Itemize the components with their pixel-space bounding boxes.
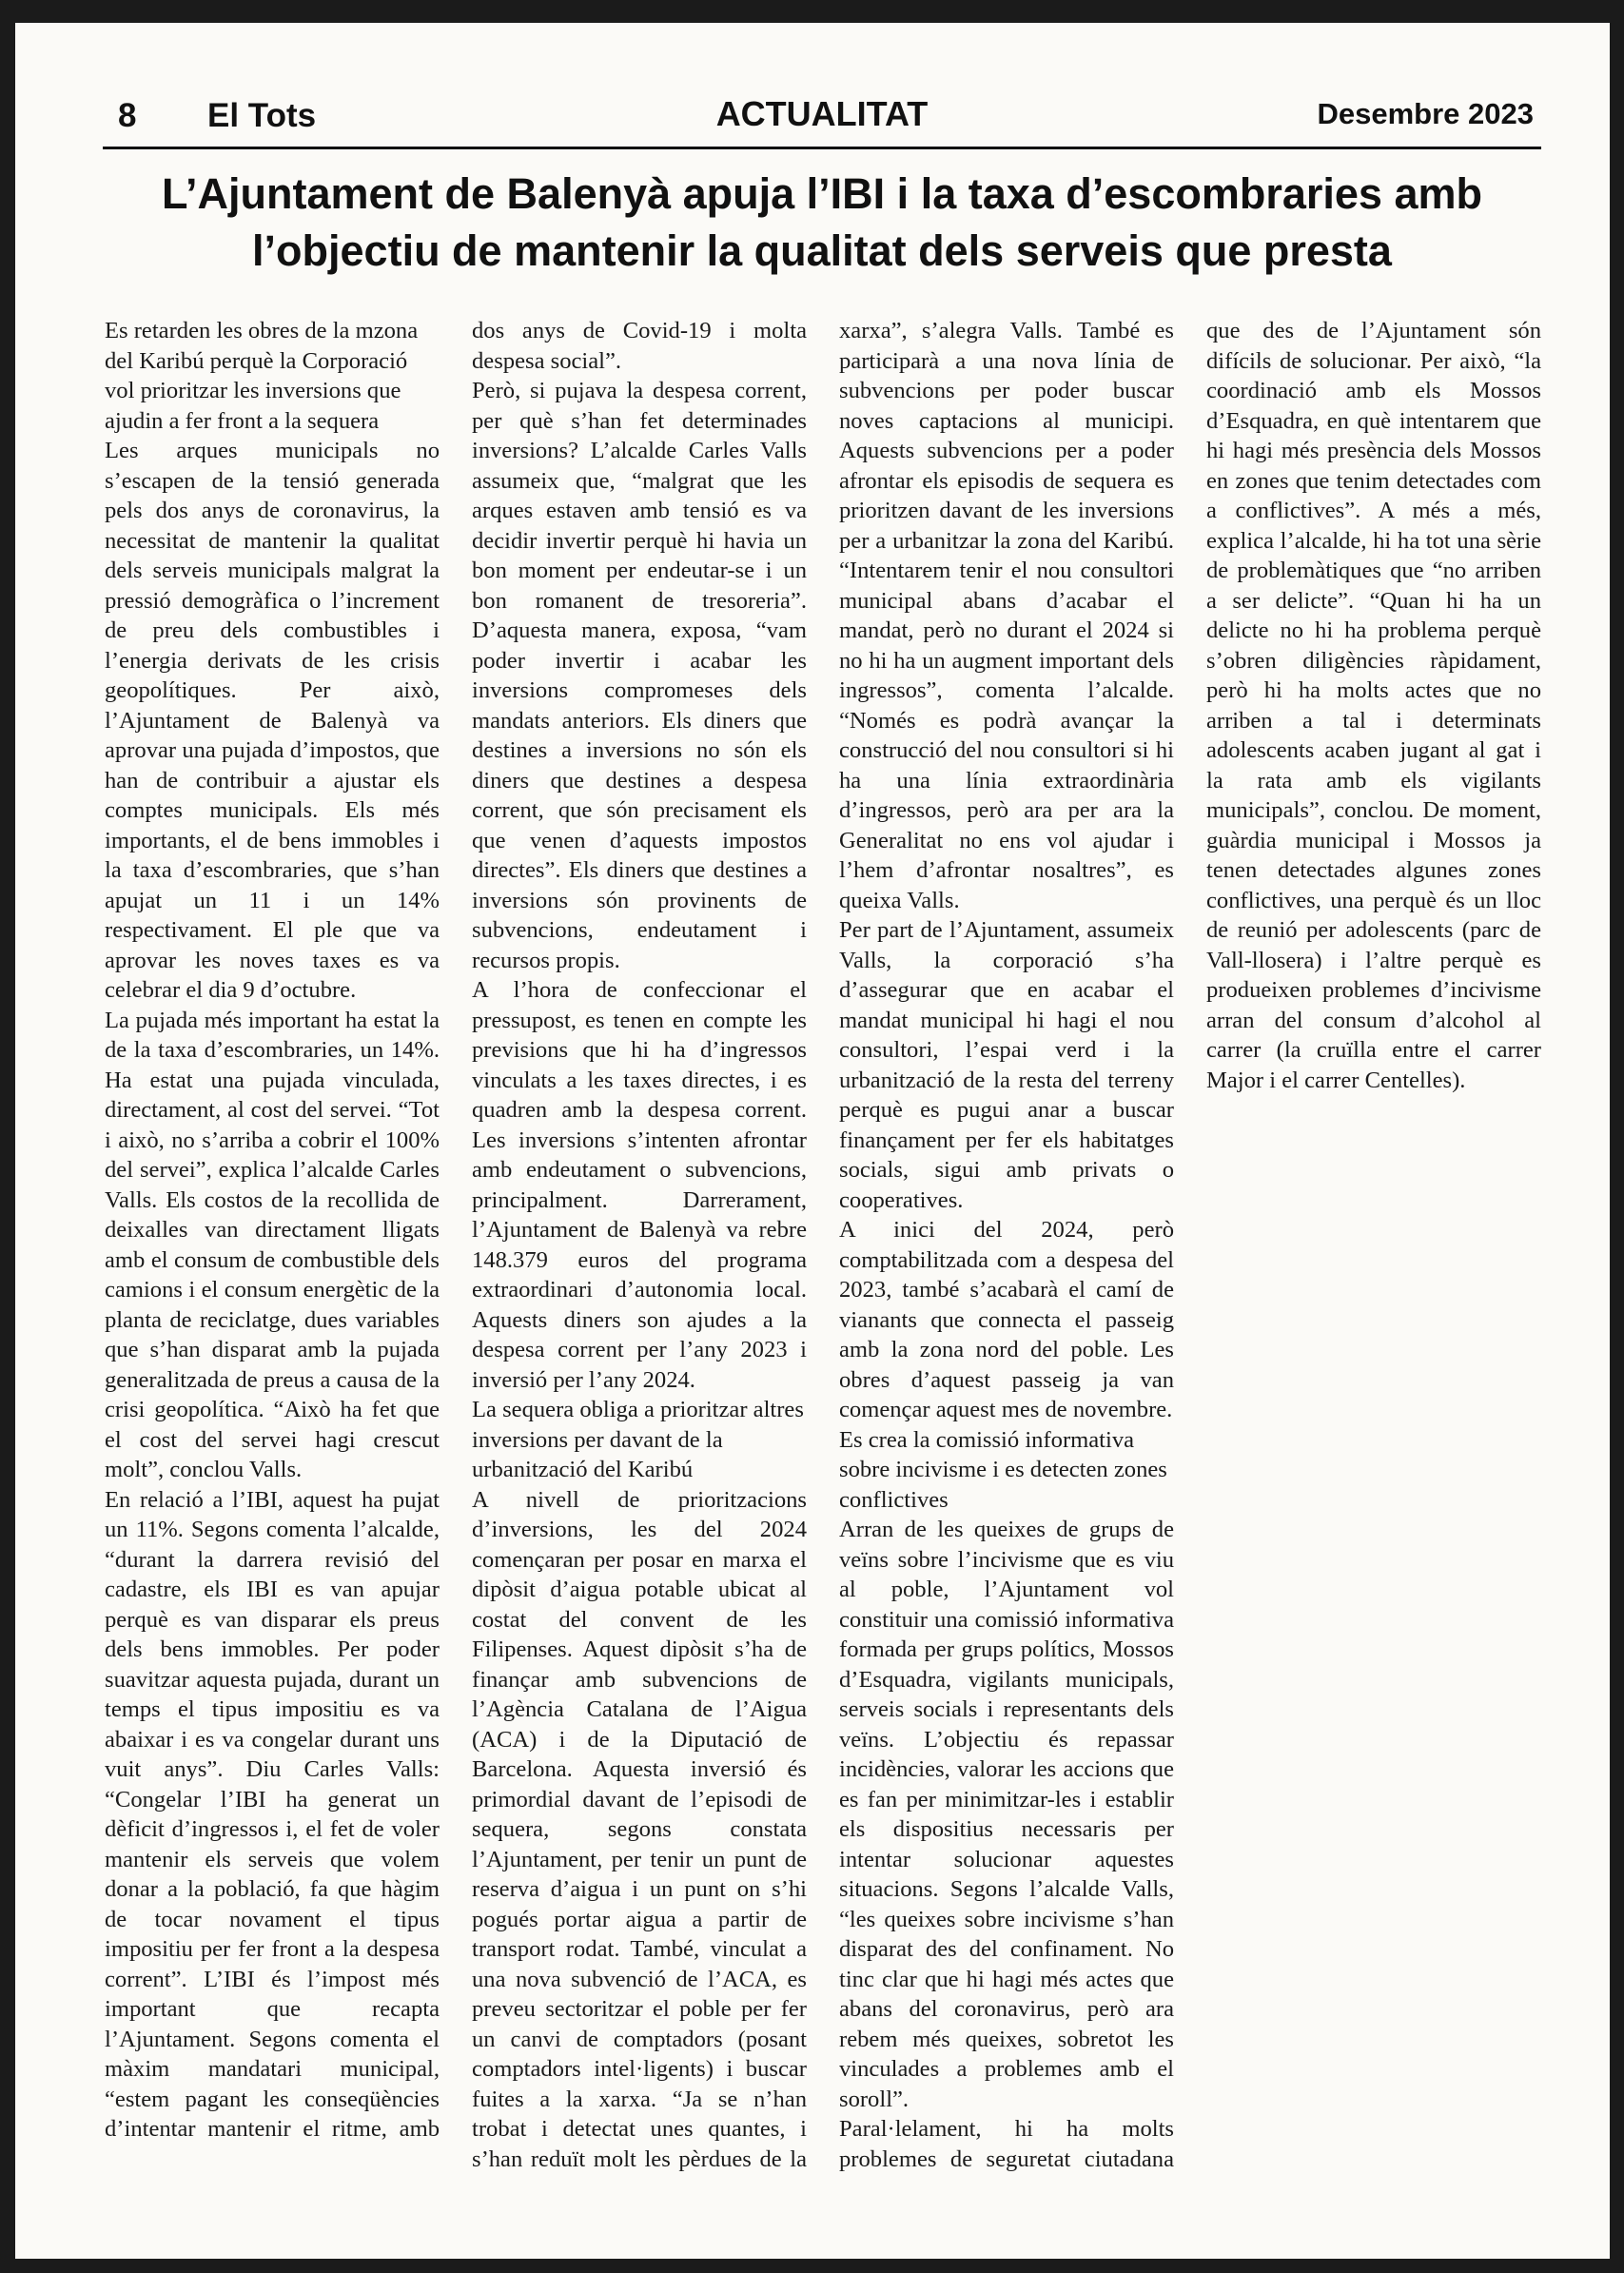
article-paragraph: En relació a l’IBI, aquest ha pujat un 11%. Segons comenta l’alcalde, “durant la darrera revisió del cadastre, els IBI es van apujar perquè es van disparar els preus dels bens immobles. Per poder suavitzar aquesta pujada, durant un temps el tipus impositiu es va abaixar i es va congelar durant uns vuit anys”. Diu Carles Valls: “Congelar l’IBI ha generat un dèficit d’ingressos i, el fet de voler mantenir els serveis que volem donar a la població, fa que hàgim de tocar novament el tipus impositiu per fer front a la despesa corrent”. L’IBI és l’impost més important que recapta l’Ajuntament. Segons comenta el màxim mandatari municipal, “estem pagant les conseqüències d’intentar mantenir el ritme, amb dos anys de Covid-19 i molta despesa social”. <box>105 318 807 2142</box>
article-paragraph: A nivell de prioritzacions d’inversions, les del 2024 començaran per posar en marxa el dipòsit d’aigua potable ubicat al costat del convent de les Filipenses. Aquest dipòsit s’ha de finançar amb subvencions de l’Agència Catalana de l’Aigua (ACA) i de la Diputació de Barcelona. Aquesta inversió és primordial davant de l’episodi de sequera, segons constata l’Ajuntament, per tenir un punt de reserva d’aigua i un punt on s’hi pogués portar aigua a partir de transport rodat. També, vinculat a una nova subvenció de l’ACA, es preveu sectoritzar el poble per fer un canvi de comptadors (posant comptadors intel·ligents) i buscar fuites a la xarxa. “Ja se n’han trobat i detectat unes quantes, i s’han reduït molt les pèrdues de la xarxa”, s’alegra Valls. També es participarà a una nova línia de subvencions per poder buscar noves captacions al municipi. Aquests subvencions per a poder afrontar els episodis de sequera es prioritzen davant de les inversions per a urbanitzar la zona del Karibú. “Intentarem tenir el nou consultori municipal abans d’acabar el mandat, però no durant el 2024 si no hi ha un augment important dels ingressos”, comenta l’alcalde. “Només es podrà avançar la construcció del nou consultori si hi ha una línia extraordinària d’ingressos, però ara per ara la Generalitat no ens vol ajudar i l’hem d’afrontar nosaltres”, es queixa Valls. <box>472 318 1174 2172</box>
article-paragraph: Arran de les queixes de grups de veïns sobre l’incivisme que es viu al poble, l’Ajuntament vol constituir una comissió informativa formada per grups polítics, Mossos d’Esquadra, vigilants municipals, serveis socials i representants dels veïns. L’objectiu és repassar incidències, valorar les accions que es fan per minimitzar-les i establir els dispositius necessaris per intentar solucionar aquestes situacions. Segons l’alcalde Valls, “les queixes sobre incivisme s’han disparat des del confinament. No tinc clar que hi hagi més actes que abans del coronavirus, però ara rebem més queixes, sobretot les vinculades a problemes amb el soroll”. <box>839 1517 1174 2112</box>
newspaper-page <box>15 23 1610 2259</box>
section-title: ACTUALITAT <box>715 94 929 133</box>
article-body <box>105 316 1541 2192</box>
article-paragraph: Però, si pujava la despesa corrent, per què s’han fet determinades inversions? L’alcalde Carles Valls assumeix que, “malgrat que les arques estaven amb tensió es va decidir invertir perquè hi havia un bon moment per endeutar-se i un bon romanent de tresoreria”. D’aquesta manera, exposa, “vam poder invertir i acabar les inversions compromeses dels mandats anteriors. Els diners que destines a inversions no són els diners que destines a despesa corrent, que són precisament els que venen d’aquests impostos directes”. Els diners que destines a inversions són provinents de subvencions, endeutament i recursos propis. <box>472 378 807 973</box>
article-paragraph: La pujada més important ha estat la de la taxa d’escombraries, un 14%. Ha estat una pujada vinculada, directament, al cost del servei. “Tot i això, no s’arriba a cobrir el 100% del servei”, explica l’alcalde Carles Valls. Els costos de la recollida de deixalles van directament lligats amb el consum de combustible dels camions i el consum energètic de la planta de reciclatge, dues variables que s’han disparat amb la pujada generalitzada de preus a causa de la crisi geopolítica. “Això ha fet que el cost del servei hagi crescut molt”, conclou Valls. <box>105 1007 440 1482</box>
publication-name: El Tots <box>207 97 317 134</box>
issue-date: Desembre 2023 <box>1317 97 1534 130</box>
article-paragraph: Per part de l’Ajuntament, assumeix Valls, la corporació s’ha d’assegurar que en acabar el mandat municipal hi hagi el nou consultori, l’espai verd i la urbanització de la resta del terreny perquè es pugui anar a buscar finançament per fer els habitatges socials, sigui amb privats o cooperatives. <box>839 917 1174 1213</box>
article-paragraph: Paral·lelament, hi ha molts problemes de seguretat ciutadana que des de l’Ajuntament són difícils de solucionar. Per això, “la coordinació amb els Mossos d’Esquadra, en què intentarem que hi hagi més presència dels Mossos en zones que tenim detectades com a conflictives”. A més a més, explica l’alcalde, hi ha tot una sèrie de problemàtiques que “no arriben a ser delicte”. “Quan hi ha un delicte no hi ha problema perquè s’obren diligències ràpidament, però hi ha molts actes que no arriben a tal i determinats adolescents acaben jugant al gat i la rata amb els vigilants municipals”, conclou. De moment, guàrdia municipal i Mossos ja tenen detectades algunes zones conflictives, una perquè és un lloc de reunió per adolescents (parc de Vall-llosera) i l’altre perquè es produeixen problemes d’incivisme arran del consum d’alcohol al carrer (la cruïlla entre el carrer Major i el carrer Centelles). <box>839 318 1541 2172</box>
article-subheading: Es crea la comissió informativa sobre incivisme i es detecten zones conflictives <box>839 1426 1167 1513</box>
article-subheading: La sequera obliga a prioritzar altres inversions per davant de la urbanització del Karibú <box>472 1397 804 1482</box>
article-paragraph: A inici del 2024, però comptabilitzada com a despesa del 2023, també s’acabarà el camí de vianants que connecta el passeig amb la zona nord del poble. Les obres d’aquest passeig ja van començar aquest mes de novembre. <box>839 1217 1174 1422</box>
article-headline: L’Ajuntament de Balenyà apuja l’IBI i la taxa d’escombraries amb l’objectiu de mantenir la qualitat dels serveis que presta <box>162 169 1482 275</box>
article-paragraph: A l’hora de confeccionar el pressupost, es tenen en compte les previsions que hi ha d’ingressos vinculats a les taxes directes, i es quadren amb la despesa corrent. Les inversions s’intenten afrontar amb endeutament o subvencions, principalment. Darrerament, l’Ajuntament de Balenyà va rebre 148.379 euros del programa extraordinari d’autonomia local. Aquests diners son ajudes a la despesa corrent per l’any 2023 i inversió per l’any 2024. <box>472 977 807 1393</box>
page-header <box>103 80 1541 149</box>
article-subheading: Es retarden les obres de la mzona del Karibú perquè la Corporació vol prioritzar les inversions que ajudin a fer front a la sequera <box>105 318 419 434</box>
page-number: 8 <box>118 97 137 134</box>
article-paragraph: Les arques municipals no s’escapen de la tensió generada pels dos anys de coronavirus, la necessitat de mantenir la qualitat dels serveis municipals malgrat la pressió demogràfica o l’increment de preu dels combustibles i l’energia derivats de les crisis geopolítiques. Per això, l’Ajuntament de Balenyà va aprovar una pujada d’impostos, que han de contribuir a ajustar els comptes municipals. Els més importants, el de bens immobles i la taxa d’escombraries, que s’han apujat un 11 i un 14% respectivament. El ple que va aprovar les noves taxes es va celebrar el dia 9 d’octubre. <box>105 438 440 1003</box>
